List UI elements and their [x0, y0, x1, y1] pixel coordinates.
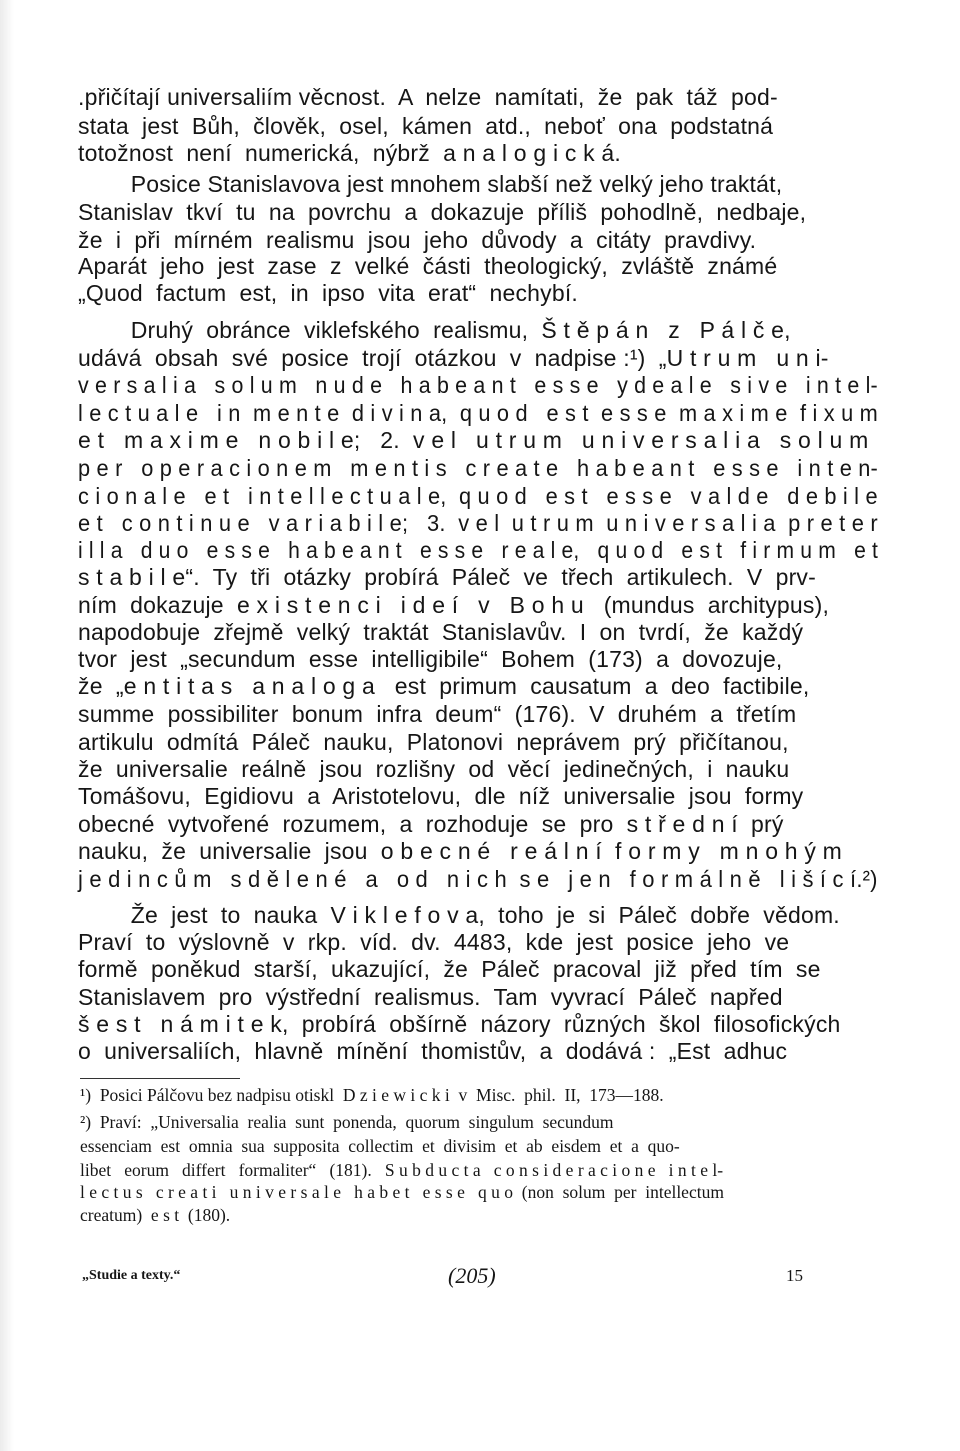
text-line: napodobuje zřejmě velký traktát Stanislavův. I on tvrdí, že každý	[78, 619, 804, 645]
text-line: totožnost není numerická, nýbrž a n a l o g i c k á.	[78, 140, 622, 166]
text-line: že „e n t i t a s a n a l o g a est primum causatum a deo factibile,	[78, 673, 810, 699]
text-line: „Quod factum est, in ipso vita erat“ nechybí.	[78, 280, 579, 306]
footnote-line: ¹) Posici Pálčovu bez nadpisu otiskl D z i e w i c k i v Misc. phil. II, 173—188.	[80, 1085, 664, 1105]
text-line: Stanislav tkví tu na povrchu a dokazuje příliš pohodlně, nedbaje,	[78, 199, 807, 225]
text-line: p e r o p e r a c i o n e m m e n t i s c r e a t e h a b e a n t e s s e i n t e n-	[78, 455, 878, 481]
text-line: že universalie reálně jsou rozlišny od věcí jedinečných, i nauku	[78, 756, 790, 782]
text-line: artikulu odmítá Páleč nauku, Platonovi neprávem prý přičítanou,	[78, 729, 789, 755]
text-line: Stanislavem pro výstřední realismus. Tam vyvrací Páleč napřed	[78, 984, 783, 1010]
text-line: c i o n a l e e t i n t e l l e c t u a l e, q u o d e s t e s s e v a l d e d e b i l e	[78, 483, 878, 509]
footnote-line: ²) Praví: „Universalia realia sunt ponenda, quorum singulum secundum	[80, 1112, 614, 1132]
text-line: stata jest Bůh, člověk, osel, kámen atd., neboť ona podstatná	[78, 113, 774, 139]
text-line: l e c t u a l e i n m e n t e d i v i n a, q u o d e s t e s s e m a x i m e f i x u m	[78, 400, 878, 426]
footnote-line: libet eorum differt formaliter“ (181). S u b d u c t a c o n s i d e r a c i o n e i n t e l-	[80, 1160, 724, 1180]
scan-edge-shadow	[0, 0, 14, 1451]
series-title: „Studie a texty.“	[82, 1268, 181, 1283]
footnote-line: l e c t u s c r e a t i u n i v e r s a l e h a b e t e s s e q u o (non solum per intellectum	[80, 1182, 724, 1202]
text-line: Tomášovu, Egidiovu a Aristotelovu, dle níž universalie jsou formy	[78, 783, 804, 809]
text-line: Praví to výslovně v rkp. víd. dv. 4483, kde jest posice jeho ve	[78, 929, 790, 955]
text-line: že i při mírném realismu jsou jeho důvody a citáty pravdivy.	[78, 227, 757, 253]
text-line: Že jest to nauka V i k l e f o v a, toho je si Páleč dobře vědom.	[78, 902, 840, 928]
footnote-rule	[80, 1078, 240, 1079]
text-line: .přičítají universaliím věcnost. A nelze namítati, že pak táž pod-	[78, 84, 778, 110]
text-line: i l l a d u o e s s e h a b e a n t e s s e r e a l e, q u o d e s t f i r m u m e t	[78, 537, 879, 563]
footnote-line: creatum) e s t (180).	[80, 1205, 231, 1225]
text-line: Druhý obránce viklefského realismu, Š t ě p á n z P á l č e,	[78, 317, 791, 343]
text-line: nauku, že universalie jsou o b e c n é r e á l n í f o r m y m n o h ý m	[78, 838, 843, 864]
text-line: tvor jest „secundum esse intelligibile“ Bohem (173) a dovozuje,	[78, 646, 783, 672]
text-line: e t m a x i m e n o b i l e; 2. v e l u t r u m u n i v e r s a l i a s o l u m	[78, 427, 869, 453]
text-line: e t c o n t i n u e v a r i a b i l e; 3. v e l u t r u m u n i v e r s a l i a p r e t e r	[78, 510, 878, 536]
text-line: udává obsah své posice trojí otázkou v nadpise :¹) „U t r u m u n i-	[78, 345, 829, 371]
text-line: ním dokazuje e x i s t e n c i i d e í v B o h u (mundus architypus),	[78, 592, 830, 618]
text-line: j e d i n c ů m s d ě l e n é a o d n i c h s e j e n f o r m á l n ě l i š í c í.²)	[78, 866, 878, 892]
text-line: Posice Stanislavova jest mnohem slabší než velký jeho traktát,	[78, 171, 783, 197]
text-line: obecné vytvořené rozumem, a rozhoduje se pro s t ř e d n í prý	[78, 811, 784, 837]
page-number: (205)	[448, 1263, 496, 1288]
text-line: Aparát jeho jest zase z velké části theologický, zvláště známé	[78, 253, 778, 279]
footnote-line: essenciam est omnia sua supposita collectim et divisim et ab eisdem et a quo-	[80, 1136, 680, 1156]
text-line: v e r s a l i a s o l u m n u d e h a b e a n t e s s e y d e a l e s i v e i n t e l-	[78, 372, 878, 398]
text-line: š e s t n á m i t e k, probírá obšírně názory různých škol filosofických	[78, 1011, 841, 1037]
text-line: formě poněkud starší, ukazující, že Páleč pracoval již před tím se	[78, 956, 821, 982]
signature-mark: 15	[786, 1266, 803, 1285]
text-line: o universaliích, hlavně mínění thomistův, a dodává : „Est adhuc	[78, 1038, 788, 1064]
text-line: s t a b i l e“. Ty tři otázky probírá Páleč ve třech artikulech. V prv-	[78, 564, 816, 590]
text-line: summe possibiliter bonum infra deum“ (176). V druhém a třetím	[78, 701, 797, 727]
